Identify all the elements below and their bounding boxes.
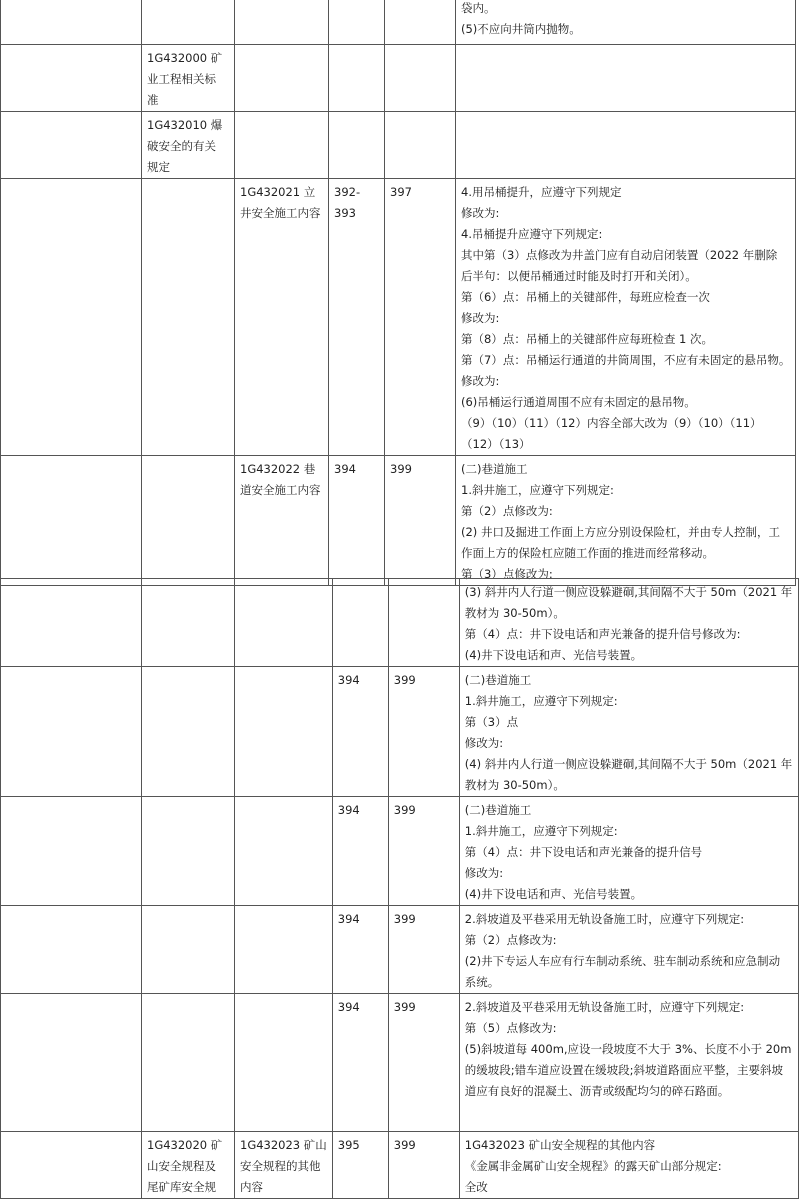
text-line: 2.斜坡道及平巷采用无轨设备施工时，应遵守下列规定: bbox=[464, 1000, 745, 1014]
new-page-cell bbox=[388, 579, 459, 667]
chapter-cell bbox=[142, 579, 235, 667]
text-line: 《金属非金属矿山安全规程》的露天矿山部分规定: bbox=[464, 1159, 722, 1173]
table-row bbox=[1, 0, 796, 45]
text-line: (二)巷道施工 bbox=[464, 803, 532, 817]
text-line: (3) 斜井内人行道一侧应设躲避硐,其间隔不大于 50m（2021 年 bbox=[464, 585, 793, 599]
chapter-cell bbox=[142, 1132, 235, 1199]
old-page-cell: 394 bbox=[332, 667, 388, 797]
chapter-cell bbox=[142, 0, 235, 45]
new-page-cell: 399 bbox=[388, 994, 459, 1132]
new-page-cell: 399 bbox=[388, 1132, 459, 1199]
old-page-cell: 395 bbox=[332, 1132, 388, 1199]
new-page-cell bbox=[385, 0, 456, 45]
text-line: 第（2）点修改为: bbox=[461, 504, 553, 518]
table-row bbox=[1, 579, 799, 667]
chapter-cell bbox=[142, 667, 235, 797]
old-page-cell bbox=[329, 0, 385, 45]
text-line: (6)吊桶运行通道周围不应有未固定的悬吊物。 bbox=[461, 395, 696, 409]
old-page-cell: 394 bbox=[332, 994, 388, 1132]
text-line: 1.斜井施工，应遵守下列规定: bbox=[461, 483, 614, 497]
table-row bbox=[1, 906, 799, 994]
topic-cell bbox=[235, 667, 333, 797]
text-line: 袋内。 bbox=[461, 1, 496, 15]
section-cell bbox=[1, 906, 142, 994]
topic-cell bbox=[235, 994, 333, 1132]
old-page-cell bbox=[329, 45, 385, 112]
change-content-cell bbox=[456, 45, 796, 112]
text-line: 业工程相关标 bbox=[147, 72, 216, 86]
text-line: 1G432022 巷 bbox=[240, 462, 316, 476]
table-row bbox=[1, 797, 799, 906]
text-line: 1.斜井施工，应遵守下列规定: bbox=[464, 824, 618, 838]
table-row bbox=[1, 45, 796, 112]
text-line: 尾矿库安全规 bbox=[147, 1180, 216, 1194]
new-page-cell bbox=[385, 112, 456, 179]
table-row bbox=[1, 456, 796, 586]
new-page-cell: 399 bbox=[388, 906, 459, 994]
topic-cell bbox=[235, 579, 333, 667]
text-line: (2) 井口及掘进工作面上方应分别设保险杠，并由专人控制，工 bbox=[461, 525, 780, 539]
text-line: 修改为: bbox=[461, 311, 500, 325]
text-line: 的缓坡段;错车道应设置在缓坡段;斜坡道路面应平整，主要斜坡 bbox=[464, 1063, 784, 1077]
text-line: (二)巷道施工 bbox=[461, 462, 528, 476]
revision-table-part-2 bbox=[0, 578, 799, 1199]
change-content-cell bbox=[456, 179, 796, 456]
chapter-cell bbox=[142, 45, 235, 112]
new-page-cell: 399 bbox=[385, 456, 456, 586]
change-content-cell bbox=[459, 994, 798, 1132]
chapter-cell bbox=[142, 994, 235, 1132]
section-cell bbox=[1, 112, 142, 179]
section-cell bbox=[1, 45, 142, 112]
topic-cell bbox=[235, 0, 329, 45]
text-line: 道安全施工内容 bbox=[240, 483, 321, 497]
section-cell bbox=[1, 579, 142, 667]
text-line: 1G432023 矿山安全规程的其他内容 bbox=[464, 1138, 656, 1152]
chapter-cell bbox=[142, 797, 235, 906]
text-line: 第（2）点修改为: bbox=[464, 933, 557, 947]
topic-cell bbox=[235, 456, 329, 586]
text-line: 1G432023 矿山 bbox=[240, 1138, 327, 1152]
change-content-cell bbox=[456, 456, 796, 586]
text-line: 内容 bbox=[240, 1180, 263, 1194]
text-line: 第（4）点：井下设电话和声光兼备的提升信号修改为: bbox=[464, 627, 741, 641]
table-row bbox=[1, 667, 799, 797]
text-line: 安全规程的其他 bbox=[240, 1159, 321, 1173]
section-cell bbox=[1, 456, 142, 586]
text-line: 破安全的有关 bbox=[147, 139, 216, 153]
text-line: 修改为: bbox=[461, 374, 500, 388]
section-cell bbox=[1, 797, 142, 906]
text-line: 1G432000 矿 bbox=[147, 51, 223, 65]
old-page-cell bbox=[329, 112, 385, 179]
text-line: 教材为 30-50m）。 bbox=[464, 778, 565, 792]
text-line: 2.斜坡道及平巷采用无轨设备施工时，应遵守下列规定: bbox=[464, 912, 745, 926]
text-line: 规定 bbox=[147, 160, 170, 174]
text-line: 第（3）点 bbox=[464, 715, 519, 729]
old-page-cell: 394 bbox=[332, 797, 388, 906]
text-line: 4.用吊桶提升，应遵守下列规定 bbox=[461, 185, 622, 199]
topic-cell bbox=[235, 797, 333, 906]
table-row bbox=[1, 1132, 799, 1199]
text-line: 第（4）点：井下设电话和声光兼备的提升信号 bbox=[464, 845, 703, 859]
table-row bbox=[1, 179, 796, 456]
new-page-cell bbox=[385, 45, 456, 112]
topic-cell bbox=[235, 906, 333, 994]
text-line: 4.吊桶提升应遵守下列规定: bbox=[461, 227, 603, 241]
text-line: 山安全规程及 bbox=[147, 1159, 216, 1173]
change-content-cell bbox=[459, 797, 798, 906]
text-line: 第（6）点：吊桶上的关键部件，每班应检查一次 bbox=[461, 290, 710, 304]
topic-cell bbox=[235, 45, 329, 112]
change-content-cell bbox=[459, 906, 798, 994]
revision-table-body bbox=[1, 579, 799, 1199]
text-line: 全改 bbox=[464, 1180, 488, 1194]
text-line: 后半句：以便吊桶通过时能及时打开和关闭）。 bbox=[461, 269, 697, 283]
text-line: 教材为 30-50m）。 bbox=[464, 606, 565, 620]
chapter-cell bbox=[142, 906, 235, 994]
text-line: 其中第（3）点修改为井盖门应有自动启闭装置（2022 年删除 bbox=[461, 248, 778, 262]
text-line: 道应有良好的混凝土、沥青或级配均匀的碎石路面。 bbox=[464, 1084, 730, 1098]
chapter-cell bbox=[142, 112, 235, 179]
chapter-cell bbox=[142, 456, 235, 586]
topic-cell bbox=[235, 179, 329, 456]
table-row bbox=[1, 112, 796, 179]
text-line: (5)不应向井筒内抛物。 bbox=[461, 22, 581, 36]
change-content-cell bbox=[459, 579, 798, 667]
text-line: 准 bbox=[147, 93, 159, 107]
text-line: 第（8）点：吊桶上的关键部件应每班检查 1 次。 bbox=[461, 332, 713, 346]
change-content-cell bbox=[459, 667, 798, 797]
text-line: 1G432020 矿 bbox=[147, 1138, 223, 1152]
text-line: 系统。 bbox=[464, 975, 500, 989]
revision-table-part-1 bbox=[0, 0, 796, 586]
change-content-cell bbox=[459, 1132, 798, 1199]
chapter-cell bbox=[142, 179, 235, 456]
section-cell bbox=[1, 667, 142, 797]
text-line: (二)巷道施工 bbox=[464, 673, 532, 687]
text-line: 1G432010 爆 bbox=[147, 118, 223, 132]
section-cell bbox=[1, 1132, 142, 1199]
old-page-cell: 394 bbox=[332, 906, 388, 994]
text-line: 修改为: bbox=[464, 866, 504, 880]
section-cell bbox=[1, 179, 142, 456]
table-row bbox=[1, 994, 799, 1132]
new-page-cell: 399 bbox=[388, 667, 459, 797]
text-line: 第（3）点修改为: bbox=[461, 567, 553, 581]
text-line: 修改为: bbox=[464, 736, 504, 750]
text-line: 1G432021 立 bbox=[240, 185, 316, 199]
text-line: (2)井下专运人车应有行车制动系统、驻车制动系统和应急制动 bbox=[464, 954, 781, 968]
revision-table-body bbox=[1, 0, 796, 586]
old-page-cell bbox=[332, 579, 388, 667]
topic-cell bbox=[235, 112, 329, 179]
text-line: 修改为: bbox=[461, 206, 500, 220]
old-page-cell: 392-393 bbox=[329, 179, 385, 456]
text-line: 第（5）点修改为: bbox=[464, 1021, 557, 1035]
text-line: （9）（10）（11）（12）内容全部大改为（9）（10）（11） bbox=[461, 416, 762, 430]
text-line: 1.斜井施工，应遵守下列规定: bbox=[464, 694, 618, 708]
new-page-cell: 399 bbox=[388, 797, 459, 906]
text-line: (4)井下设电话和声、光信号装置。 bbox=[464, 648, 643, 662]
old-page-cell: 394 bbox=[329, 456, 385, 586]
new-page-cell: 397 bbox=[385, 179, 456, 456]
text-line: 作面上方的保险杠应随工作面的推进而经常移动。 bbox=[461, 546, 714, 560]
change-content-cell bbox=[456, 112, 796, 179]
text-line: 井安全施工内容 bbox=[240, 206, 321, 220]
topic-cell bbox=[235, 1132, 333, 1199]
text-line: （12）（13） bbox=[461, 437, 531, 451]
section-cell bbox=[1, 0, 142, 45]
text-line: (5)斜坡道每 400m,应设一段坡度不大于 3%、长度不小于 20m bbox=[464, 1042, 792, 1056]
section-cell bbox=[1, 994, 142, 1132]
text-line: (4) 斜井内人行道一侧应设躲避硐,其间隔不大于 50m（2021 年 bbox=[464, 757, 793, 771]
change-content-cell bbox=[456, 0, 796, 45]
text-line: (4)井下设电话和声、光信号装置。 bbox=[464, 887, 643, 901]
text-line: 第（7）点：吊桶运行通道的井筒周围，不应有未固定的悬吊物。 bbox=[461, 353, 791, 367]
